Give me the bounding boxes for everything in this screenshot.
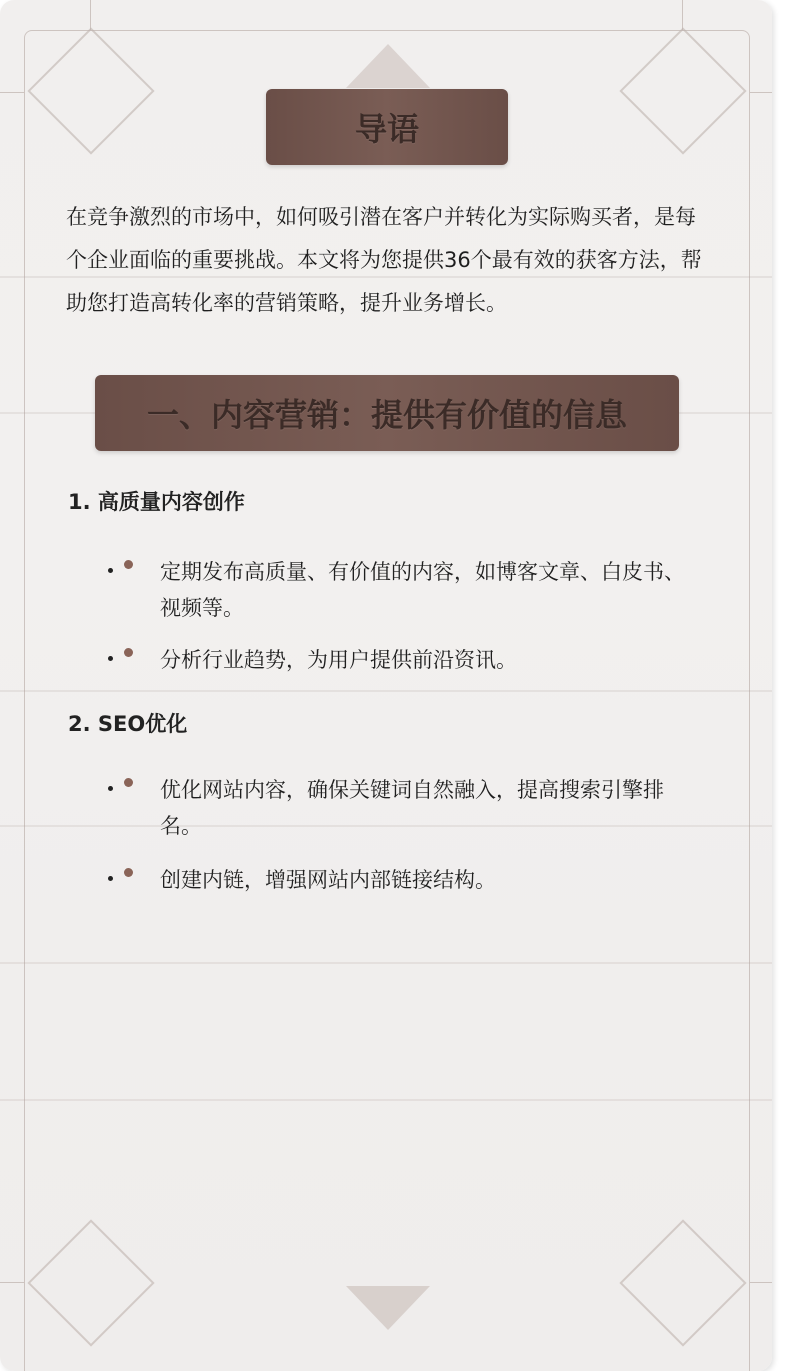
- frame-line: [0, 1282, 24, 1283]
- triangle-down-ornament: [346, 1286, 430, 1330]
- bullet-dot-icon: [108, 876, 113, 881]
- bullet-accent-icon: [124, 778, 133, 787]
- bullet-dot-icon: [108, 568, 113, 573]
- triangle-up-ornament: [346, 44, 430, 88]
- frame-line: [750, 1282, 772, 1283]
- intro-paragraph: 在竞争激烈的市场中，如何吸引潜在客户并转化为实际购买者，是每个企业面临的重要挑战。本文将为您提供36个最有效的获客方法，帮助您打造高转化率的营销策略，提升业务增长。: [66, 205, 702, 315]
- bullet-dot-icon: [108, 786, 113, 791]
- section-title: 一、内容营销：提供有价值的信息: [146, 396, 627, 434]
- subsection-heading: 2. SEO优化: [68, 712, 188, 736]
- frame-line: [682, 0, 683, 30]
- subsection-heading: 1. 高质量内容创作: [68, 490, 245, 514]
- bullet-dot-icon: [108, 656, 113, 661]
- intro-title-banner: [266, 89, 508, 165]
- list-item-text: 分析行业趋势，为用户提供前沿资讯。: [160, 648, 517, 672]
- section-title-banner: [95, 375, 679, 451]
- bullet-accent-icon: [124, 560, 133, 569]
- list-item-text: 创建内链，增强网站内部链接结构。: [160, 868, 496, 892]
- bullet-accent-icon: [124, 648, 133, 657]
- frame-line: [0, 92, 24, 93]
- frame-line: [90, 0, 91, 30]
- frame-line: [750, 92, 772, 93]
- list-item-text: 优化网站内容，确保关键词自然融入，提高搜索引擎排名。: [160, 778, 664, 838]
- bullet-accent-icon: [124, 868, 133, 877]
- intro-title: 导语: [354, 110, 419, 148]
- list-item-text: 定期发布高质量、有价值的内容，如博客文章、白皮书、视频等。: [160, 560, 685, 620]
